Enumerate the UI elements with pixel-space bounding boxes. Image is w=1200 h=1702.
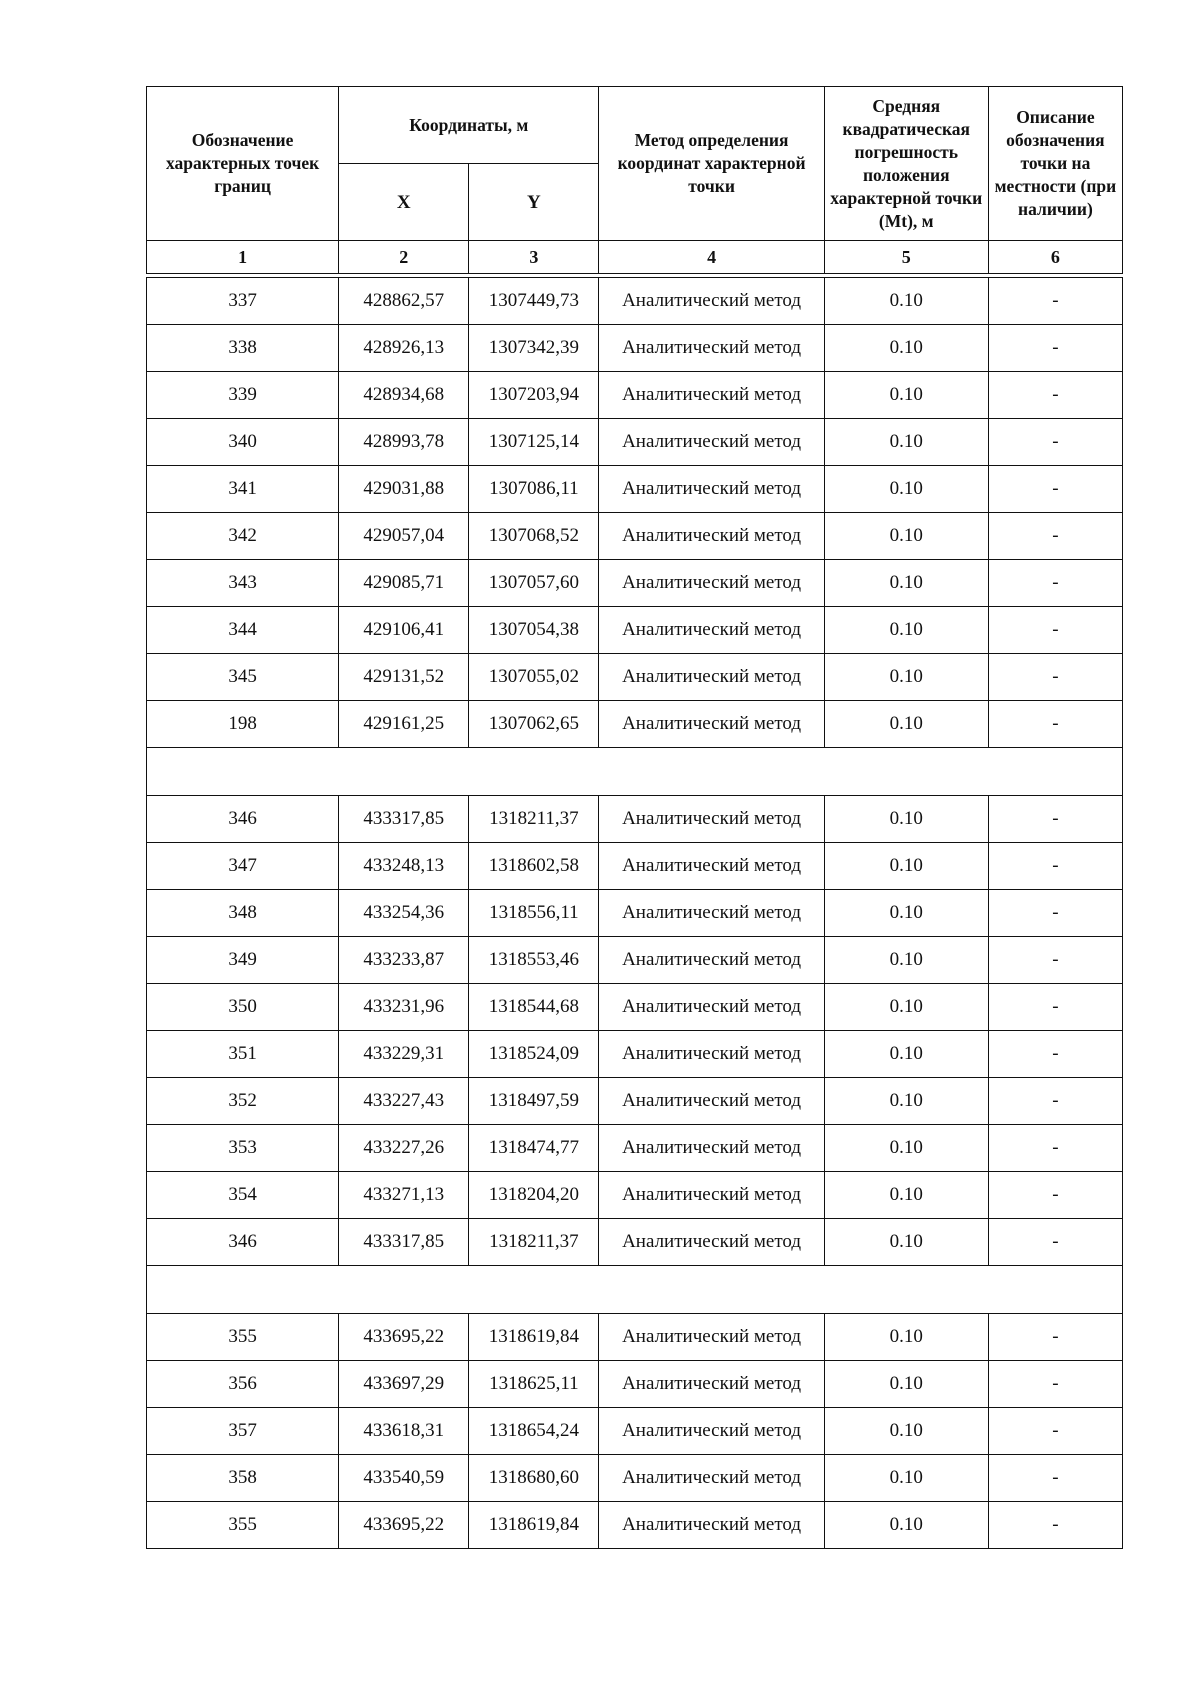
table-row (147, 1125, 1123, 1172)
header-method: Метод определения координат характерной точки (599, 87, 824, 241)
point-id-cell: 340 (147, 419, 339, 466)
table-row (147, 1314, 1123, 1361)
method-cell: Аналитический метод (599, 560, 824, 607)
description-cell: - (988, 1125, 1122, 1172)
description-cell: - (988, 372, 1122, 419)
table-row (147, 843, 1123, 890)
method-cell: Аналитический метод (599, 372, 824, 419)
description-cell: - (988, 1031, 1122, 1078)
y-coordinate-cell: 1318474,77 (469, 1125, 599, 1172)
x-coordinate-cell: 433254,36 (339, 890, 469, 937)
table-row (147, 1502, 1123, 1549)
y-coordinate-cell: 1318619,84 (469, 1314, 599, 1361)
table-row (147, 1172, 1123, 1219)
y-coordinate-cell: 1318497,59 (469, 1078, 599, 1125)
point-id-cell: 356 (147, 1361, 339, 1408)
description-cell: - (988, 607, 1122, 654)
y-coordinate-cell: 1307086,11 (469, 466, 599, 513)
table-row (147, 796, 1123, 843)
x-coordinate-cell: 428926,13 (339, 325, 469, 372)
error-cell: 0.10 (824, 466, 988, 513)
table-row (147, 607, 1123, 654)
x-coordinate-cell: 428862,57 (339, 278, 469, 325)
boundary-points-table (146, 86, 1123, 1549)
point-id-cell: 357 (147, 1408, 339, 1455)
error-cell: 0.10 (824, 325, 988, 372)
header-col-number: 5 (824, 241, 988, 274)
method-cell: Аналитический метод (599, 890, 824, 937)
method-cell: Аналитический метод (599, 278, 824, 325)
point-id-cell: 353 (147, 1125, 339, 1172)
x-coordinate-cell: 433540,59 (339, 1455, 469, 1502)
table-row (147, 890, 1123, 937)
header-col-number: 6 (988, 241, 1122, 274)
y-coordinate-cell: 1318211,37 (469, 796, 599, 843)
x-coordinate-cell: 429161,25 (339, 701, 469, 748)
description-cell: - (988, 654, 1122, 701)
x-coordinate-cell: 429057,04 (339, 513, 469, 560)
point-id-cell: 338 (147, 325, 339, 372)
y-coordinate-cell: 1318602,58 (469, 843, 599, 890)
table-row (147, 701, 1123, 748)
table-row (147, 1455, 1123, 1502)
x-coordinate-cell: 429031,88 (339, 466, 469, 513)
point-id-cell: 341 (147, 466, 339, 513)
header-point-description: Описание обозначения точки на местности (при наличии) (988, 87, 1122, 241)
point-id-cell: 346 (147, 1219, 339, 1266)
y-coordinate-cell: 1307055,02 (469, 654, 599, 701)
x-coordinate-cell: 433695,22 (339, 1314, 469, 1361)
y-coordinate-cell: 1318524,09 (469, 1031, 599, 1078)
method-cell: Аналитический метод (599, 1172, 824, 1219)
y-coordinate-cell: 1318625,11 (469, 1361, 599, 1408)
table-row (147, 325, 1123, 372)
method-cell: Аналитический метод (599, 1125, 824, 1172)
y-coordinate-cell: 1318204,20 (469, 1172, 599, 1219)
description-cell: - (988, 984, 1122, 1031)
y-coordinate-cell: 1318556,11 (469, 890, 599, 937)
description-cell: - (988, 937, 1122, 984)
error-cell: 0.10 (824, 560, 988, 607)
method-cell: Аналитический метод (599, 1219, 824, 1266)
method-cell: Аналитический метод (599, 513, 824, 560)
y-coordinate-cell: 1307054,38 (469, 607, 599, 654)
x-coordinate-cell: 433695,22 (339, 1502, 469, 1549)
header-y: Y (469, 164, 599, 241)
table-row (147, 984, 1123, 1031)
description-cell: - (988, 1314, 1122, 1361)
x-coordinate-cell: 429106,41 (339, 607, 469, 654)
header-coordinates: Координаты, м (339, 87, 599, 164)
point-id-cell: 355 (147, 1314, 339, 1361)
y-coordinate-cell: 1318680,60 (469, 1455, 599, 1502)
error-cell: 0.10 (824, 1408, 988, 1455)
point-id-cell: 337 (147, 278, 339, 325)
method-cell: Аналитический метод (599, 1361, 824, 1408)
error-cell: 0.10 (824, 1455, 988, 1502)
description-cell: - (988, 1361, 1122, 1408)
x-coordinate-cell: 428934,68 (339, 372, 469, 419)
x-coordinate-cell: 433231,96 (339, 984, 469, 1031)
y-coordinate-cell: 1318211,37 (469, 1219, 599, 1266)
x-coordinate-cell: 428993,78 (339, 419, 469, 466)
error-cell: 0.10 (824, 1125, 988, 1172)
point-id-cell: 344 (147, 607, 339, 654)
error-cell: 0.10 (824, 513, 988, 560)
error-cell: 0.10 (824, 278, 988, 325)
point-id-cell: 346 (147, 796, 339, 843)
description-cell: - (988, 1502, 1122, 1549)
y-coordinate-cell: 1307062,65 (469, 701, 599, 748)
error-cell: 0.10 (824, 607, 988, 654)
method-cell: Аналитический метод (599, 1408, 824, 1455)
method-cell: Аналитический метод (599, 1455, 824, 1502)
header-col-number: 3 (469, 241, 599, 274)
table-row (147, 937, 1123, 984)
y-coordinate-cell: 1307057,60 (469, 560, 599, 607)
x-coordinate-cell: 433227,43 (339, 1078, 469, 1125)
point-id-cell: 355 (147, 1502, 339, 1549)
description-cell: - (988, 325, 1122, 372)
x-coordinate-cell: 433229,31 (339, 1031, 469, 1078)
point-id-cell: 349 (147, 937, 339, 984)
method-cell: Аналитический метод (599, 607, 824, 654)
y-coordinate-cell: 1307125,14 (469, 419, 599, 466)
error-cell: 0.10 (824, 890, 988, 937)
error-cell: 0.10 (824, 1031, 988, 1078)
error-cell: 0.10 (824, 1219, 988, 1266)
method-cell: Аналитический метод (599, 937, 824, 984)
y-coordinate-cell: 1318619,84 (469, 1502, 599, 1549)
description-cell: - (988, 1219, 1122, 1266)
x-coordinate-cell: 433271,13 (339, 1172, 469, 1219)
error-cell: 0.10 (824, 701, 988, 748)
description-cell: - (988, 466, 1122, 513)
table-row (147, 560, 1123, 607)
table-row (147, 1078, 1123, 1125)
y-coordinate-cell: 1307068,52 (469, 513, 599, 560)
point-id-cell: 345 (147, 654, 339, 701)
x-coordinate-cell: 433697,29 (339, 1361, 469, 1408)
description-cell: - (988, 513, 1122, 560)
error-cell: 0.10 (824, 984, 988, 1031)
point-id-cell: 343 (147, 560, 339, 607)
method-cell: Аналитический метод (599, 466, 824, 513)
table-row (147, 1361, 1123, 1408)
method-cell: Аналитический метод (599, 419, 824, 466)
point-id-cell: 358 (147, 1455, 339, 1502)
point-id-cell: 354 (147, 1172, 339, 1219)
point-id-cell: 198 (147, 701, 339, 748)
method-cell: Аналитический метод (599, 843, 824, 890)
x-coordinate-cell: 433227,26 (339, 1125, 469, 1172)
error-cell: 0.10 (824, 419, 988, 466)
error-cell: 0.10 (824, 1502, 988, 1549)
point-id-cell: 348 (147, 890, 339, 937)
table-header (147, 87, 1123, 274)
y-coordinate-cell: 1318654,24 (469, 1408, 599, 1455)
error-cell: 0.10 (824, 654, 988, 701)
header-mean-square-error: Средняя квадратическая погрешность положения характерной точки (Mt), м (824, 87, 988, 241)
x-coordinate-cell: 429131,52 (339, 654, 469, 701)
error-cell: 0.10 (824, 1314, 988, 1361)
error-cell: 0.10 (824, 937, 988, 984)
error-cell: 0.10 (824, 796, 988, 843)
description-cell: - (988, 701, 1122, 748)
error-cell: 0.10 (824, 1172, 988, 1219)
y-coordinate-cell: 1318553,46 (469, 937, 599, 984)
x-coordinate-cell: 433317,85 (339, 1219, 469, 1266)
point-id-cell: 342 (147, 513, 339, 560)
table-row (147, 1031, 1123, 1078)
contour-separator-row (147, 1266, 1123, 1314)
table-row (147, 1219, 1123, 1266)
table-row (147, 419, 1123, 466)
description-cell: - (988, 1172, 1122, 1219)
header-point-designation: Обозначение характерных точек границ (147, 87, 339, 241)
y-coordinate-cell: 1318544,68 (469, 984, 599, 1031)
table-row (147, 654, 1123, 701)
y-coordinate-cell: 1307203,94 (469, 372, 599, 419)
point-id-cell: 350 (147, 984, 339, 1031)
method-cell: Аналитический метод (599, 1502, 824, 1549)
header-col-number: 4 (599, 241, 824, 274)
header-x: X (339, 164, 469, 241)
x-coordinate-cell: 433317,85 (339, 796, 469, 843)
table-row (147, 1408, 1123, 1455)
method-cell: Аналитический метод (599, 1314, 824, 1361)
x-coordinate-cell: 433233,87 (339, 937, 469, 984)
description-cell: - (988, 843, 1122, 890)
point-id-cell: 347 (147, 843, 339, 890)
method-cell: Аналитический метод (599, 325, 824, 372)
description-cell: - (988, 1408, 1122, 1455)
method-cell: Аналитический метод (599, 984, 824, 1031)
description-cell: - (988, 890, 1122, 937)
description-cell: - (988, 1078, 1122, 1125)
error-cell: 0.10 (824, 1361, 988, 1408)
description-cell: - (988, 796, 1122, 843)
x-coordinate-cell: 433618,31 (339, 1408, 469, 1455)
method-cell: Аналитический метод (599, 701, 824, 748)
y-coordinate-cell: 1307342,39 (469, 325, 599, 372)
table-body (147, 274, 1123, 1549)
x-coordinate-cell: 433248,13 (339, 843, 469, 890)
header-col-number: 2 (339, 241, 469, 274)
error-cell: 0.10 (824, 372, 988, 419)
method-cell: Аналитический метод (599, 1031, 824, 1078)
header-col-number: 1 (147, 241, 339, 274)
point-id-cell: 339 (147, 372, 339, 419)
description-cell: - (988, 560, 1122, 607)
table-row (147, 466, 1123, 513)
description-cell: - (988, 278, 1122, 325)
contour-separator-row (147, 748, 1123, 796)
method-cell: Аналитический метод (599, 1078, 824, 1125)
point-id-cell: 351 (147, 1031, 339, 1078)
table-row (147, 278, 1123, 325)
description-cell: - (988, 1455, 1122, 1502)
method-cell: Аналитический метод (599, 796, 824, 843)
table-row (147, 513, 1123, 560)
method-cell: Аналитический метод (599, 654, 824, 701)
error-cell: 0.10 (824, 1078, 988, 1125)
y-coordinate-cell: 1307449,73 (469, 278, 599, 325)
error-cell: 0.10 (824, 843, 988, 890)
description-cell: - (988, 419, 1122, 466)
table-row (147, 372, 1123, 419)
x-coordinate-cell: 429085,71 (339, 560, 469, 607)
point-id-cell: 352 (147, 1078, 339, 1125)
